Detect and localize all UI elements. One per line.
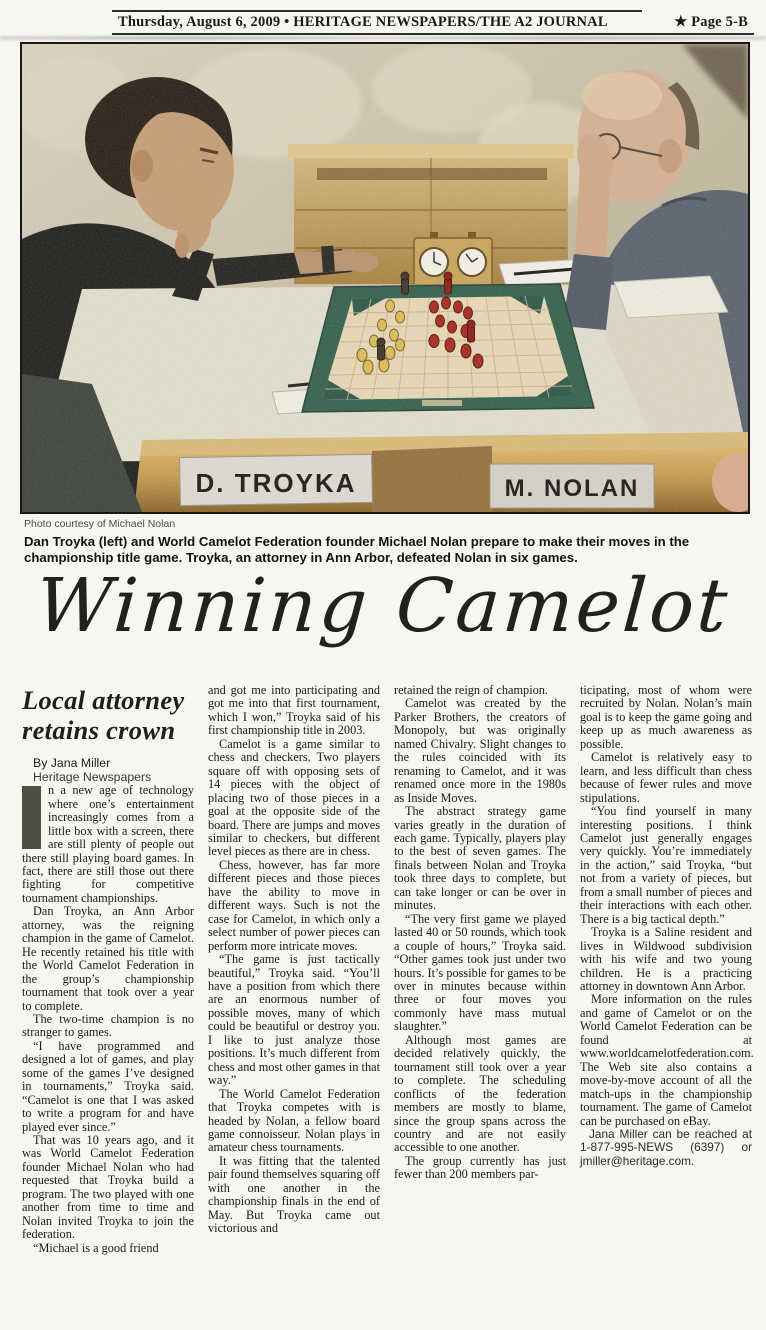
article-paragraph: “Michael is a good friend: [33, 1240, 159, 1255]
drop-cap: [22, 786, 41, 849]
article-paragraph: “The game is just tactically beautiful,” Troyka said. “You’ll have a position from which there are an enormous number of possible moves, many of which could be beautiful or destroy you. I like to just analyze those positions. It’s much different from chess and most other games in that way.”: [208, 952, 380, 1088]
article-body: [22, 684, 752, 1255]
article-paragraph: The group currently has just fewer than 200 members par-: [394, 1153, 566, 1182]
article-paragraph: More information on the rules and game of Camelot or on the World Camelot Federation can be found at www.worldcamelotfederation.com. The Web site also contains a move-by-move account of all the match-ups in the championship tournament. The game of Camelot can be purchased on eBay.: [580, 992, 754, 1128]
photo-credit: Photo courtesy of Michael Nolan: [24, 518, 176, 530]
masthead-dateline: Thursday, August 6, 2009 • HERITAGE NEWSPAPERS/THE A2 JOURNAL: [118, 14, 608, 30]
masthead-page-number: ★ Page 5-B: [674, 14, 748, 30]
byline-organization: Heritage Newspapers: [33, 769, 152, 784]
photo-caption: Dan Troyka (left) and World Camelot Federation founder Michael Nolan prepare to make their moves in the championship title game. Troyka, an attorney in Ann Arbor, defeated Nolan in six games.: [24, 534, 690, 565]
photo-illustration: [22, 44, 748, 512]
article-paragraph: Troyka is a Saline resident and lives in Wildwood subdivision with his wife and two young children. He is a practicing attorney in downtown Ann Arbor.: [580, 925, 752, 993]
article-subhead: Local attorney retains crown: [22, 685, 185, 745]
nameplate-left-text: D. TROYKA: [195, 468, 357, 498]
article-paragraph: n a new age of technology where one’s entertainment increasingly comes from a little box with a screen, there are still plenty of people out there still playing board games. In fact, there are still those out there fighting for competitive tournament championships.: [22, 783, 194, 905]
article-paragraph: That was 10 years ago, and it was World Camelot Federation founder Michael Nolan who had requested that Troyka build a program. The two played with one another from time to time and Nolan invited Troyka to join the federation.: [22, 1133, 194, 1242]
article-paragraph: It was fitting that the talented pair found themselves squaring off with one another in the championship finals in the end of May. But Troyka came out victorious and: [208, 1153, 380, 1236]
news-photo: [20, 42, 750, 514]
nameplate-right-text: M. NOLAN: [504, 475, 640, 502]
article-paragraph: Jana Miller can be reached at 1-877-995-NEWS (6397) or jmiller@heritage.com.: [580, 1126, 752, 1168]
article-column-1: [22, 684, 194, 1255]
article-paragraph: The two-time champion is no stranger to games.: [22, 1011, 194, 1040]
article-paragraph: Chess, however, has far more different pieces and those pieces have the ability to move in different ways. Such is not the case for Camelot, in which only a select number of power pieces can perform more intricate moves.: [208, 857, 380, 953]
article-paragraph: Although most games are decided relatively quickly, the tournament still took over a year to complete. The scheduling conflicts of the federation members are mostly to blame, since the group spans across the country and are not easily accessible to one another.: [394, 1032, 566, 1155]
headline: Winning Camelot: [33, 563, 733, 649]
column-paragraphs: [394, 684, 566, 1182]
page-header: [112, 12, 754, 35]
article-paragraph: Camelot was created by the Parker Brothers, the creators of Monopoly, but was originally named Chivalry. Slight changes to the rules coincided with its renaming to Camelot, and it was renamed once more in the 1980s as Inside Moves.: [394, 696, 566, 805]
headline-wrap: [0, 563, 766, 649]
article-paragraph: and got me into participating and got me into that first tournament, which I won,” Troyka said of his first championship title in 2003.: [208, 683, 380, 738]
article-paragraph: Camelot is relatively easy to learn, and less difficult than chess because of fewer rules and move stipulations.: [580, 750, 752, 805]
article-paragraph: “You find yourself in many interesting positions. I think Camelot just generally engages very quickly. You’re immediately in the action,” said Troyka, “but not from a variety of pieces, but from a small number of pieces and their interactions with each other. There is a big tactical depth.”: [580, 804, 752, 926]
column-paragraphs: [580, 684, 752, 1168]
column-paragraphs: [22, 784, 194, 1255]
photo-grain: [22, 44, 748, 512]
article-paragraph: The World Camelot Federation that Troyka competes with is headed by Nolan, a fellow board game connoisseur. Nolan plays in amateur chess tournaments.: [208, 1086, 380, 1155]
article-column-3: [394, 684, 566, 1255]
article-paragraph: “The very first game we played lasted 40 or 50 rounds, which took a couple of hours,” Troyka said. “Other games took just under two hours. It’s possible for games to be over in minutes because within three or four moves you commonly have mass mutual slaughter.”: [394, 911, 566, 1034]
byline: By Jana Miller: [33, 756, 111, 771]
article-paragraph: Camelot is a game similar to chess and checkers. Two players square off with opposing sets of 14 pieces with the object of placing two of those pieces in a goal at the opposite side of the board. There are jumps and moves similar to checkers, but different level pieces as there are in chess.: [208, 736, 380, 859]
article-column-2: [208, 684, 380, 1255]
article-paragraph: retained the reign of champion.: [394, 683, 548, 697]
article-paragraph: ticipating, most of whom were recruited by Nolan. Nolan’s main goal is to keep the game going and keep up as much awareness as possible.: [580, 683, 752, 751]
article-column-4: [580, 684, 752, 1255]
column-paragraphs: [208, 684, 380, 1236]
scan-smudge: [0, 36, 766, 40]
article-paragraph: The abstract strategy game varies greatly in the duration of each game. Typically, players play to the best of seven games. The finals between Nolan and Troyka took three days to complete, but can take longer or can be over in minutes.: [394, 804, 566, 913]
article-paragraph: “I have programmed and designed a lot of games, and play some of the games I’ve designed in tournaments,” Troyka said. “Camelot is one that I was asked to write a program for and have played ever since.”: [22, 1038, 194, 1134]
article-paragraph: Dan Troyka, an Ann Arbor attorney, was the reigning champion in the game of Camelot. He recently retained his title with the World Camelot Federation in the group’s championship tournament that took over a year to complete.: [22, 904, 194, 1013]
